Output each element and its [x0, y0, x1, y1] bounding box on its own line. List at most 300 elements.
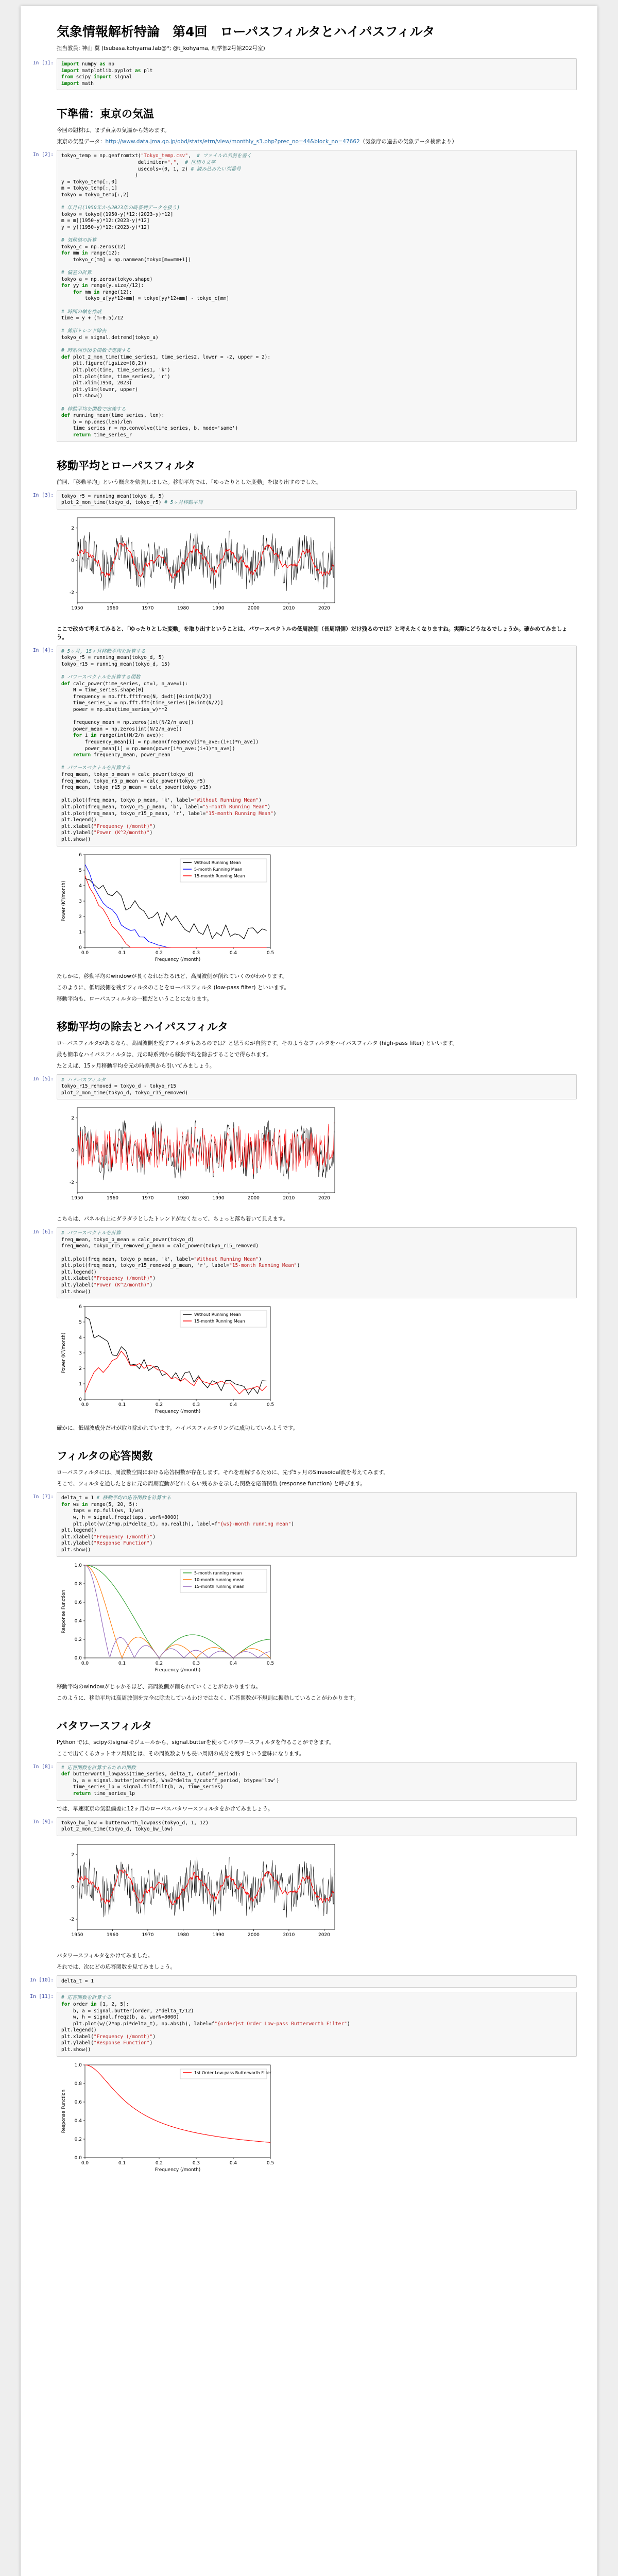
paragraph: 前回、「移動平均」という概念を勉強しました。移動平均では、「ゆったりとした変動」を取り出すのでした。 [57, 479, 322, 485]
code-input[interactable] [57, 1762, 577, 1801]
y-tick-label: 0.2 [74, 1637, 82, 1642]
x-tick-label: 1990 [212, 1932, 225, 1938]
x-tick-label: 0.0 [81, 950, 89, 956]
y-tick-label: 5 [79, 868, 82, 873]
y-tick-label: 0.0 [74, 1655, 82, 1661]
y-tick-label: 4 [79, 1335, 82, 1341]
x-tick-label: 0.3 [192, 1660, 200, 1666]
y-tick-label: 5 [79, 1320, 82, 1326]
code-line: delta_t = 1 [61, 1978, 94, 1984]
x-tick-label: 0.4 [229, 950, 237, 956]
paragraph: それでは、次にどの応答関数を見てみましょう。 [57, 1963, 176, 1970]
code-line: b, a = signal.butter(order=5, Wn=2*delta_t/cutoff_period, btype='low') [61, 1777, 280, 1784]
code-line: tokyo_c = np.zeros(12) [61, 244, 126, 250]
x-tick-label: 0.4 [229, 1402, 237, 1408]
code-line [61, 263, 572, 270]
paragraph: では、早速東京の気温偏差に12ヶ月のローパスバタワースフィルタをかけてみましょう。 [57, 1805, 273, 1812]
code-line: tokyo_r5 = running_mean(tokyo_d, 5) [61, 655, 165, 661]
paragraph: 移動平均も、ローパスフィルタの一種だということになります。 [57, 995, 212, 1002]
notebook-content [30, 22, 577, 2182]
code-line: usecols=(0, 1, 2) # 読み込みたい列番号 [61, 166, 241, 172]
code-line: freq_mean, tokyo_r15_p_mean = calc_power(tokyo_r15) [61, 785, 212, 791]
code-line: time_series_r = np.convolve(time_series, b, mode='same') [61, 426, 238, 432]
x-tick-label: 1980 [177, 1932, 189, 1938]
code-line: delimiter=",", # 区切り文字 [61, 159, 216, 165]
code-line: plt.xlabel("Frequency (/month)") [61, 1276, 156, 1282]
y-tick-label: 0 [71, 1148, 74, 1154]
x-tick-label: 1990 [212, 1196, 225, 1201]
y-tick-label: 1 [79, 929, 82, 935]
timeseries-plot-1 [57, 513, 345, 621]
code-line: tokyo = tokyo[(1950-y)*12:(2023-y)*12] [61, 211, 174, 217]
x-tick-label: 0.5 [266, 2160, 274, 2166]
x-tick-label: 1970 [142, 1932, 154, 1938]
timeseries-plot-2 [57, 1103, 345, 1211]
paragraph: Python では、scipyのsignalモジュールから、signal.butterを使ってバタワースフィルタを作ることができます。 [57, 1739, 335, 1745]
code-cell-7[interactable] [32, 1492, 577, 1678]
code-line: def running_mean(time_series, len): [61, 413, 165, 419]
code-line: return time_series_r [73, 432, 132, 438]
code-line [61, 231, 572, 238]
code-line: for order in [1, 2, 5]: [61, 2001, 129, 2007]
page-title: 気象情報解析特論 第4回 ローパスフィルタとハイパスフィルタ [57, 24, 435, 39]
y-tick-label: 4 [79, 883, 82, 889]
code-line [61, 791, 572, 798]
x-tick-label: 0.3 [192, 950, 200, 956]
code-line: w, h = signal.freqz(taps, worN=8000) [61, 1515, 179, 1520]
paragraph: バタワースフィルタをかけてみました。 [57, 1952, 153, 1959]
legend-label: 1st Order Low-pass Butterworth Filter [194, 2070, 272, 2075]
paragraph: たとえば、15ヶ月移動平均を元の時系列から引いてみましょう。 [57, 1062, 215, 1069]
code-line: def calc_power(time_series, dt=1, n_ave=1): [61, 681, 188, 687]
x-axis-label: Frequency (/month) [154, 1409, 201, 1415]
section-title-3: 移動平均の除去とハイパスフィルタ [57, 1020, 229, 1033]
code-line [61, 1250, 572, 1257]
code-line: plt.figure(figsize=(8,2)) [61, 361, 147, 367]
y-tick-label: -2 [70, 1180, 74, 1186]
code-input[interactable] [57, 646, 577, 846]
x-tick-label: 1960 [107, 1932, 118, 1938]
author-line: 担当教員: 神山 翼 (tsubasa.kohyama.lab@*; @t_kohyama, 理学部2号館202号室) [57, 45, 265, 52]
code-line: plt.show() [61, 1289, 91, 1295]
cell-prompt: In [8]: [32, 1764, 54, 1770]
paragraph: ここで改めて考えてみると、「ゆったりとした変動」を取り出すということは、パワースペクトルの低周波側（長周期側）だけ残るのでは？と考えたくなりますね。実際にどうなるでしょうか。確かめてみましょう。 [57, 625, 568, 640]
code-cell-8[interactable] [32, 1762, 577, 1801]
code-line: # 応答関数を計算するための関数 [61, 1765, 136, 1771]
x-tick-label: 0.0 [81, 1402, 89, 1408]
x-tick-label: 2000 [248, 1196, 260, 1201]
code-line: plt.plot(freq_mean, tokyo_r15_removed_p_mean, 'r', label="15-month Running Mean") [61, 1263, 300, 1269]
code-input[interactable] [57, 1074, 577, 1100]
x-tick-label: 2010 [283, 1196, 295, 1201]
code-cell-5[interactable] [32, 1074, 577, 1211]
code-line: plt.xlim(1950, 2023) [61, 380, 132, 386]
code-line: # 時間の軸を作成 [61, 309, 101, 315]
cell-prompt: In [2]: [32, 152, 54, 158]
code-line: plt.plot(w/(2*np.pi*delta_t), np.abs(h), label=f"{order}st Order Low-pass Butterworth Filter") [61, 2021, 350, 2027]
code-line: delta_t = 1 # 移動平均の応答関数を計算する [61, 1495, 171, 1501]
code-line: return time_series_lp [73, 1790, 135, 1797]
code-line: tokyo_bw_low = butterworth_lowpass(tokyo_d, 1, 12) [61, 1820, 209, 1826]
code-line: w, h = signal.freqz(b, a, worN=8000) [61, 2014, 179, 2021]
cell-output [57, 850, 577, 968]
code-line: plt.show() [61, 393, 103, 399]
x-tick-label: 2020 [318, 1932, 330, 1938]
code-line: freq_mean, tokyo_p_mean = calc_power(tokyo_d) [61, 771, 194, 777]
section-title-2: 移動平均とローパスフィルタ [57, 459, 196, 472]
cell-prompt: In [3]: [32, 492, 54, 498]
y-axis-label: Power (K²/month) [61, 880, 66, 921]
response-function-plot-2 [57, 2060, 283, 2178]
code-line: for i in range(int(N/2/n_ave)): [73, 733, 165, 739]
x-tick-label: 0.2 [155, 950, 163, 956]
code-line: plot_2_mon_time(tokyo_d, tokyo_r15_removed) [61, 1090, 188, 1096]
code-line: plt.plot(time, time_series1, 'k') [61, 367, 170, 373]
x-tick-label: 0.5 [266, 950, 274, 956]
y-tick-label: 0 [79, 1397, 82, 1403]
code-cell-2[interactable] [32, 150, 577, 442]
code-line: plt.xlabel("Frequency (/month)") [61, 2033, 156, 2040]
y-tick-label: 0.2 [74, 2137, 82, 2142]
code-line: plt.show() [61, 836, 91, 842]
code-line: plt.legend() [61, 2027, 97, 2033]
code-cell-4[interactable] [32, 646, 577, 968]
cell-prompt: In [7]: [32, 1494, 54, 1500]
code-line: plt.legend() [61, 1528, 97, 1534]
code-line: time_series_w = np.fft.fft(time_series)[0:int(N/2)] [61, 700, 224, 706]
y-tick-label: 1.0 [74, 1563, 82, 1568]
code-line: # 時系列作図を関数で定義する [61, 348, 131, 354]
response-function-plot-1 [57, 1560, 283, 1679]
y-tick-label: 0 [79, 945, 82, 951]
code-line: tokyo_r15_removed = tokyo_d - tokyo_r15 [61, 1083, 177, 1090]
code-line: # パワースペクトルを計算 [61, 1230, 121, 1236]
paragraph: ここで出てくるカットオフ周期とは、その周波数よりも長い周期の成分を残すという意味になります。 [57, 1750, 305, 1757]
power-spectrum-plot-1 [57, 850, 283, 968]
x-tick-label: 1990 [212, 605, 225, 611]
code-line: tokyo_r5 = running_mean(tokyo_d, 5) [61, 493, 165, 499]
code-input[interactable] [57, 1975, 577, 1988]
code-line: tokyo_a[yy*12+mm] = tokyo[yy*12+mm] - tokyo_c[mm] [61, 296, 230, 302]
y-axis-label: Response Function [61, 1589, 66, 1633]
code-input[interactable] [57, 150, 577, 442]
code-line: frequency = np.fft.fftfreq(N, d=dt)[0:int(N/2)] [61, 693, 212, 700]
code-line: import matplotlib.pyplot as plt [61, 67, 153, 74]
paragraph [57, 138, 577, 146]
code-line: return frequency_mean, power_mean [73, 752, 170, 758]
code-line: # 移動平均を関数で定義する [61, 406, 126, 412]
plot-frame [77, 1108, 335, 1193]
legend-label: 5-month Running Mean [194, 867, 243, 872]
paragraph: 確かに、低周波成分だけが取り除かれています。ハイパスフィルタリングに成功しているようです。 [57, 1425, 299, 1432]
code-line: # 気候値の計算 [61, 238, 97, 244]
code-input[interactable] [57, 58, 577, 90]
x-tick-label: 2010 [283, 1932, 295, 1938]
code-line: plt.legend() [61, 817, 97, 823]
code-line: # 年月日(1950年から2023年の時系列データを扱う) [61, 205, 180, 211]
y-tick-label: 0 [71, 1885, 74, 1890]
x-axis-label: Frequency (/month) [154, 957, 201, 962]
notebook-page [21, 6, 597, 2576]
code-line: time = y + (m-0.5)/12 [61, 315, 124, 321]
code-line: plt.plot(freq_mean, tokyo_r5_p_mean, 'b', label="5-month Running Mean") [61, 804, 271, 810]
code-line: freq_mean, tokyo_p_mean = calc_power(tokyo_d) [61, 1236, 194, 1243]
y-tick-label: 0 [71, 558, 74, 564]
x-tick-label: 1970 [142, 1196, 154, 1201]
code-input[interactable] [57, 1227, 577, 1298]
code-cell-9[interactable] [32, 1817, 577, 1947]
code-line: for mm in range(12): [73, 289, 132, 295]
code-line: plt.ylabel("Power (K^2/month)") [61, 830, 153, 836]
code-line: N = time_series.shape[0] [61, 687, 144, 693]
section-title-4: フィルタの応答関数 [57, 1450, 153, 1463]
code-line: plt.show() [61, 2047, 91, 2053]
x-tick-label: 0.5 [266, 1402, 274, 1408]
code-input[interactable] [57, 1992, 577, 2056]
code-line [61, 400, 572, 406]
code-line: # 応答関数を計算する [61, 1995, 111, 2001]
code-line: frequency_mean = np.zeros(int(N/2/n_ave)) [61, 720, 194, 726]
code-line [61, 759, 572, 766]
code-line: plot_2_mon_time(tokyo_d, tokyo_r5) # 5ヶ月移動平均 [61, 500, 203, 506]
code-line: import numpy as np [61, 61, 114, 67]
cell-output [57, 513, 577, 621]
code-cell-6[interactable] [32, 1227, 577, 1420]
x-tick-label: 2010 [283, 605, 295, 611]
cell-prompt: In [6]: [32, 1229, 54, 1235]
code-line: plt.xlabel("Frequency (/month)") [61, 823, 156, 829]
y-tick-label: 2 [71, 1116, 74, 1122]
code-line: power = np.abs(time_series_w)**2 [61, 707, 167, 713]
x-tick-label: 0.3 [192, 2160, 200, 2166]
code-line: def plot_2_mon_time(time_series1, time_series2, lower = -2, upper = 2): [61, 354, 271, 360]
legend-label: 15-month Running Mean [194, 1319, 245, 1324]
legend-label: Without Running Mean [194, 860, 241, 865]
code-line: power_mean = np.zeros(int(N/2/n_ave)) [61, 726, 182, 732]
code-cell-3[interactable] [32, 490, 577, 621]
code-line [61, 342, 572, 348]
code-line [61, 322, 572, 329]
code-line: # 5ヶ月, 15ヶ月移動平均を計算する [61, 648, 146, 654]
y-tick-label: 1 [79, 1382, 82, 1387]
y-tick-label: 0.4 [74, 1618, 82, 1624]
paragraph: このように、低周波側を残すフィルタのことをローパスフィルタ (low-pass filter) といいます。 [57, 984, 290, 991]
paragraph: たしかに、移動平均のwindowが長くなればなるほど、高周波側が削れていくのがわかります。 [57, 973, 288, 979]
y-axis-label: Response Function [61, 2089, 66, 2133]
x-tick-label: 0.1 [118, 2160, 126, 2166]
code-line: taps = np.full(ws, 1/ws) [61, 1508, 144, 1514]
code-line: # 線形トレンド除去 [61, 328, 107, 334]
x-tick-label: 1970 [142, 605, 154, 611]
code-line: tokyo_r15 = running_mean(tokyo_d, 15) [61, 661, 170, 667]
x-tick-label: 1960 [107, 605, 118, 611]
code-line [61, 668, 572, 674]
paragraph: このように、移動平均は高周波側を完全に除去しているわけではなく、応答関数が不規則に振動していることがわかります。 [57, 1694, 359, 1701]
x-tick-label: 0.1 [118, 950, 126, 956]
x-tick-label: 1950 [71, 1196, 83, 1201]
code-line [61, 714, 572, 720]
cell-output [57, 1560, 577, 1679]
x-tick-label: 1950 [71, 1932, 83, 1938]
code-line: for ws in range(5, 20, 5): [61, 1501, 138, 1507]
x-tick-label: 0.4 [229, 2160, 237, 2166]
y-tick-label: 1.0 [74, 2062, 82, 2068]
cell-prompt: In [9]: [32, 1819, 54, 1825]
cell-output [57, 1301, 577, 1420]
code-line: # パワースペクトルを計算する [61, 765, 131, 771]
y-tick-label: 3 [79, 899, 82, 904]
code-input[interactable] [57, 1492, 577, 1556]
cell-prompt: In [10]: [30, 1977, 54, 1983]
x-tick-label: 2020 [318, 1196, 330, 1201]
code-line: plt.plot(freq_mean, tokyo_p_mean, 'k', label="Without Running Mean") [61, 798, 262, 804]
legend-label: 15-month Running Mean [194, 873, 245, 878]
code-cell-11[interactable] [30, 1992, 577, 2178]
code-line: import math [61, 80, 94, 87]
x-tick-label: 1950 [71, 605, 83, 611]
cell-prompt: In [11]: [30, 1994, 54, 2000]
y-tick-label: 6 [79, 1304, 82, 1310]
legend-label: 10-month running mean [194, 1577, 245, 1582]
timeseries-plot-3 [57, 1839, 345, 1947]
code-line: plot_2_mon_time(tokyo_d, tokyo_bw_low) [61, 1826, 174, 1833]
code-line: plt.plot(w/(2*np.pi*delta_t), np.real(h), label=f"{ws}-month running mean") [61, 1521, 294, 1527]
x-tick-label: 1980 [177, 1196, 189, 1201]
code-line: plt.ylabel("Response Function") [61, 1540, 153, 1547]
code-line [61, 302, 572, 309]
y-tick-label: 0.8 [74, 1581, 82, 1587]
code-line: plt.ylabel("Power (K^2/month)") [61, 1282, 153, 1289]
x-axis-label: Frequency (/month) [154, 2167, 201, 2173]
code-line: from scipy import signal [61, 74, 132, 80]
code-line: tokyo_d = signal.detrend(tokyo_a) [61, 335, 159, 341]
y-axis-label: Power (K²/month) [61, 1332, 66, 1374]
cell-output [57, 1839, 577, 1947]
code-line: ) [61, 173, 138, 179]
x-tick-label: 0.4 [229, 1660, 237, 1666]
y-tick-label: 2 [71, 526, 74, 531]
x-tick-label: 0.3 [192, 1402, 200, 1408]
paragraph: そこで、フィルタを通したときに元の周期変動がどれくらい残るかを示した関数を応答関数 (response function) と呼びます。 [57, 1481, 366, 1487]
code-line: tokyo_temp = np.genfromtxt("Tokyo_temp.csv", # ファイルの名前を書く [61, 153, 252, 159]
x-tick-label: 0.0 [81, 1660, 89, 1666]
code-line: plt.plot(freq_mean, tokyo_r15_p_mean, 'r', label="15-month Running Mean") [61, 810, 277, 817]
code-line: for yy in range(y.size//12): [61, 283, 144, 289]
jma-data-link[interactable]: http://www.data.jma.go.jp/obd/stats/etrn/view/monthly_s3.php?prec_no=44&block_no=47662 [105, 139, 360, 145]
cell-prompt: In [4]: [32, 647, 54, 653]
section-title-1: 下準備：東京の気温 [57, 108, 154, 121]
y-tick-label: -2 [70, 1917, 74, 1922]
cell-output [57, 1103, 577, 1211]
x-tick-label: 0.5 [266, 1660, 274, 1666]
code-input[interactable] [57, 490, 577, 510]
code-line: power_mean[i] = np.mean(power[i*n_ave:(i+1)*n_ave]) [61, 745, 235, 752]
y-tick-label: 0.6 [74, 2099, 82, 2105]
x-tick-label: 0.1 [118, 1402, 126, 1408]
legend-label: 5-month running mean [194, 1570, 242, 1575]
code-line: plt.ylim(lower, upper) [61, 386, 138, 393]
x-tick-label: 1980 [177, 605, 189, 611]
code-line: freq_mean, tokyo_r5_p_mean = calc_power(tokyo_r5) [61, 778, 206, 784]
code-line: # ハイパスフィルタ [61, 1077, 106, 1083]
x-tick-label: 2000 [248, 1932, 260, 1938]
code-line: freq_mean, tokyo_r15_removed_p_mean = calc_power(tokyo_r15_removed) [61, 1243, 259, 1249]
section-title-5: バタワースフィルタ [57, 1719, 152, 1732]
code-cell-1[interactable] [32, 58, 577, 90]
legend-label: 15-month running mean [194, 1584, 245, 1589]
cell-output [57, 2060, 577, 2178]
paragraph: 今回の題材は、まず東京の気温から始めます。 [57, 127, 170, 134]
code-line: time_series_lp = signal.filtfilt(b, a, time_series) [61, 1784, 224, 1790]
code-line: # 偏差の計算 [61, 270, 92, 276]
code-line: plt.legend() [61, 1269, 97, 1275]
code-line: plt.show() [61, 1547, 91, 1553]
y-tick-label: 6 [79, 852, 82, 858]
code-line: plt.xlabel("Frequency (/month)") [61, 1534, 156, 1540]
paragraph: こちらは、パネル右上にダラダラとしたトレンドがなくなって、ちょっと落ち着いて見えます。 [57, 1216, 289, 1223]
paragraph: ローパスフィルタには、周波数空間における応答関数が存在します。それを理解するために、先ず5ヶ月のSinusoidal波を考えてみます。 [57, 1469, 389, 1476]
code-line: b = np.ones(len)/len [61, 419, 132, 425]
y-tick-label: 0.6 [74, 1600, 82, 1605]
y-tick-label: 0.8 [74, 2081, 82, 2087]
y-tick-label: 2 [71, 1852, 74, 1858]
x-tick-label: 0.1 [118, 1660, 126, 1666]
x-tick-label: 1960 [107, 1196, 118, 1201]
paragraph-text: 東京の気温データ： [57, 139, 106, 145]
power-spectrum-plot-2 [57, 1301, 283, 1420]
code-cell-10[interactable] [30, 1975, 577, 1988]
paragraph: ローパスフィルタがあるなら、高周波側を残すフィルタもあるのでは？と思うのが自然です。そのようなフィルタをハイパスフィルタ (high-pass filter) といいます。 [57, 1040, 458, 1046]
code-line: # パワースペクトルを計算する関数 [61, 674, 141, 681]
code-line: for mm in range(12): [61, 250, 121, 257]
code-line: tokyo_c[mm] = np.nanmean(tokyo[m==mm+1]) [61, 257, 191, 263]
y-tick-label: 3 [79, 1351, 82, 1357]
y-tick-label: 2 [79, 1366, 82, 1372]
paragraph: 最も簡単なハイパスフィルタは、元の時系列から移動平均を除去することで得られます。 [57, 1051, 272, 1058]
code-line: m = tokyo_temp[:,1] [61, 185, 117, 192]
x-tick-label: 2020 [318, 605, 330, 611]
x-tick-label: 0.0 [81, 2160, 89, 2166]
cell-prompt: In [1]: [32, 60, 54, 66]
code-line: plt.ylabel("Response Function") [61, 2040, 153, 2046]
code-input[interactable] [57, 1817, 577, 1836]
y-tick-label: -2 [70, 590, 74, 596]
x-axis-label: Frequency (/month) [154, 1667, 201, 1673]
code-line: b, a = signal.butter(order, 2*delta_t/12) [61, 2008, 194, 2014]
code-line: m = m[(1950-y)*12:(2023-y)*12] [61, 218, 150, 224]
code-line: tokyo = tokyo_temp[:,2] [61, 192, 129, 198]
y-tick-label: 0.4 [74, 2118, 82, 2124]
legend-label: Without Running Mean [194, 1312, 241, 1317]
code-line: tokyo_a = np.zeros(tokyo.shape) [61, 276, 153, 282]
code-line: frequency_mean[i] = np.mean(frequency[i*n_ave:(i+1)*n_ave]) [61, 739, 259, 745]
x-tick-label: 2000 [248, 605, 260, 611]
paragraph: 移動平均のwindowがじゃかるほど、高周波側が削られていくことがわかりますね。 [57, 1683, 261, 1690]
x-tick-label: 0.2 [155, 1402, 163, 1408]
y-tick-label: 2 [79, 914, 82, 920]
paragraph-text: （気象庁の過去の気象データ検索より） [359, 139, 457, 145]
y-tick-label: 0.0 [74, 2155, 82, 2161]
code-line: plt.plot(freq_mean, tokyo_p_mean, 'k', label="Without Running Mean") [61, 1256, 262, 1262]
code-line: y = tokyo_temp[:,0] [61, 179, 117, 185]
cell-prompt: In [5]: [32, 1076, 54, 1082]
x-tick-label: 0.2 [155, 2160, 163, 2166]
x-tick-label: 0.2 [155, 1660, 163, 1666]
code-line: plt.plot(time, time_series2, 'r') [61, 374, 170, 380]
code-line [61, 199, 572, 206]
code-line: y = y[(1950-y)*12:(2023-y)*12] [61, 224, 150, 230]
code-line: def butterworth_lowpass(time_series, delta_t, cutoff_period): [61, 1771, 241, 1777]
